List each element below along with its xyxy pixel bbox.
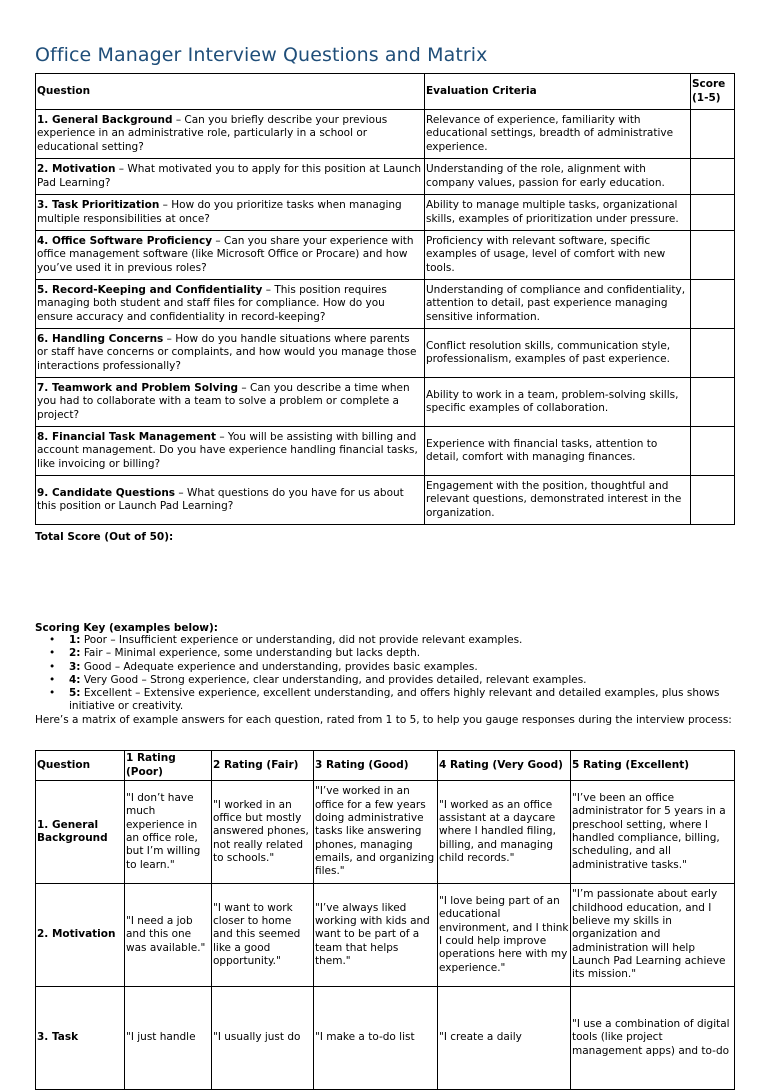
table-row — [36, 110, 735, 159]
rating-2-cell: "I usually just do — [212, 987, 314, 1090]
header-rating-1: 1 Rating (Poor) — [125, 751, 212, 781]
question-label: 2. Motivation — [37, 163, 116, 176]
score-number: 2: — [69, 647, 81, 660]
score-description: Fair – Minimal experience, some understanding but lacks depth. — [80, 647, 421, 660]
question-text: – What motivated you to apply for this position at Launch Pad Learning? — [37, 163, 422, 189]
question-cell: 1. General Background — [36, 781, 125, 884]
bullet-icon: • — [49, 687, 56, 700]
header-score: Score (1-5) — [691, 74, 735, 110]
table-row — [36, 159, 735, 195]
score-cell — [691, 378, 735, 427]
criteria-cell: Engagement with the position, thoughtful and relevant questions, demonstrated interest in the organization. — [425, 476, 691, 525]
question-text: – Can you share your experience with office management software (like Microsoft Office or Procare) and how you’ve used it in previous roles? — [37, 235, 414, 274]
score-cell — [691, 427, 735, 476]
score-cell — [691, 476, 735, 525]
score-number: 3: — [69, 660, 81, 673]
question-text: – What questions do you have for us about this position or Launch Pad Learning? — [37, 486, 404, 512]
question-cell — [36, 378, 425, 427]
question-cell — [36, 159, 425, 195]
criteria-cell: Relevance of experience, familiarity with educational settings, breadth of administrative experience. — [425, 110, 691, 159]
table-row — [36, 378, 735, 427]
rating-4-cell: "I create a daily — [438, 987, 571, 1090]
question-cell — [36, 329, 425, 378]
rating-4-cell: "I love being part of an educational environment, and I think I could help improve operations here with my experience." — [438, 884, 571, 987]
bullet-icon: • — [49, 634, 56, 646]
question-label: 8. Financial Task Management — [37, 431, 216, 444]
criteria-cell: Conflict resolution skills, communication style, professionalism, examples of past experience. — [425, 329, 691, 378]
table-row — [36, 987, 735, 1090]
question-label: 9. Candidate Questions — [37, 486, 176, 499]
score-number: 5: — [69, 687, 81, 700]
rating-1-cell: "I need a job and this one was available." — [125, 884, 212, 987]
question-text: – Can you briefly describe your previous experience in an administrative role, particularly in a school or educational setting? — [37, 114, 388, 153]
question-label: 6. Handling Concerns — [37, 333, 164, 346]
criteria-cell: Understanding of the role, alignment with company values, passion for early education. — [425, 159, 691, 195]
rating-3-cell: "I make a to-do list — [314, 987, 438, 1090]
score-cell — [691, 231, 735, 280]
score-description: Poor – Insufficient experience or understanding, did not provide relevant examples. — [80, 634, 523, 646]
question-cell: 2. Motivation — [36, 884, 125, 987]
header-rating-3: 3 Rating (Good) — [314, 751, 438, 781]
table-row — [36, 280, 735, 329]
rating-3-cell: "I’ve always liked working with kids and want to be part of a team that helps them." — [314, 884, 438, 987]
list-item — [35, 634, 735, 647]
rating-4-cell: "I worked as an office assistant at a daycare where I handled filing, billing, and managing child records." — [438, 781, 571, 884]
list-item — [35, 661, 735, 674]
rating-5-cell: "I’ve been an office administrator for 5 years in a preschool setting, where I handled compliance, billing, scheduling, and all administrative tasks." — [571, 781, 735, 884]
table-row — [36, 231, 735, 280]
score-cell — [691, 280, 735, 329]
bullet-icon: • — [49, 660, 56, 673]
question-cell — [36, 280, 425, 329]
score-cell — [691, 110, 735, 159]
question-cell — [36, 231, 425, 280]
example-answers-table — [35, 750, 735, 1090]
table-row — [36, 195, 735, 231]
criteria-cell: Proficiency with relevant software, specific examples of usage, level of comfort with new tools. — [425, 231, 691, 280]
question-label: 3. Task Prioritization — [37, 199, 160, 212]
header-evaluation-criteria: Evaluation Criteria — [425, 74, 691, 110]
rating-2-cell: "I worked in an office but mostly answered phones, not really related to schools." — [212, 781, 314, 884]
list-item — [35, 674, 735, 687]
criteria-cell: Experience with financial tasks, attention to detail, comfort with managing finances. — [425, 427, 691, 476]
question-cell: 3. Task — [36, 987, 125, 1090]
score-cell — [691, 195, 735, 231]
rating-5-cell: "I use a combination of digital tools (like project management apps) and to-do — [571, 987, 735, 1090]
table-row — [36, 329, 735, 378]
table-header-row — [36, 74, 735, 110]
rating-3-cell: "I’ve worked in an office for a few years doing administrative tasks like answering phones, managing emails, and organizing files." — [314, 781, 438, 884]
header-question: Question — [36, 74, 425, 110]
score-number: 4: — [69, 673, 81, 686]
score-cell — [691, 329, 735, 378]
examples-intro: Here’s a matrix of example answers for each question, rated from 1 to 5, to help you gauge responses during the interview process: — [35, 714, 732, 726]
score-description: Excellent – Extensive experience, excellent understanding, and offers highly relevant and detailed examples, plus shows initiative or creativity. — [69, 687, 720, 713]
bullet-icon: • — [49, 673, 56, 686]
question-text: – Can you describe a time when you had to collaborate with a team to solve a problem or complete a project? — [37, 382, 410, 421]
interview-matrix-table — [35, 73, 735, 525]
scoring-key-title: Scoring Key (examples below): — [35, 622, 219, 634]
question-text: – You will be assisting with billing and account management. Do you have experience handling financial tasks, like invoicing or billing? — [37, 431, 418, 470]
question-label: 5. Record-Keeping and Confidentiality — [37, 284, 263, 297]
rating-1-cell: "I just handle — [125, 987, 212, 1090]
page-title: Office Manager Interview Questions and Matrix — [35, 44, 488, 66]
question-label: 4. Office Software Proficiency — [37, 235, 213, 248]
question-label: 1. General Background — [37, 114, 173, 127]
table-row — [36, 884, 735, 987]
bullet-icon: • — [49, 647, 56, 660]
header-rating-5: 5 Rating (Excellent) — [571, 751, 735, 781]
score-description: Good – Adequate experience and understanding, provides basic examples. — [80, 660, 478, 673]
header-rating-4: 4 Rating (Very Good) — [438, 751, 571, 781]
header-question: Question — [36, 751, 125, 781]
question-cell — [36, 427, 425, 476]
question-text: – How do you handle situations where parents or staff have concerns or complaints, and how would you manage those interactions professionally? — [37, 333, 417, 372]
total-score-label: Total Score (Out of 50): — [35, 531, 174, 543]
question-cell — [36, 476, 425, 525]
criteria-cell: Ability to work in a team, problem-solving skills, specific examples of collaboration. — [425, 378, 691, 427]
table-row — [36, 427, 735, 476]
criteria-cell: Understanding of compliance and confidentiality, attention to detail, past experience managing sensitive information. — [425, 280, 691, 329]
table-row — [36, 781, 735, 884]
rating-5-cell: "I’m passionate about early childhood education, and I believe my skills in organization and administration will help Launch Pad Learning achieve its mission." — [571, 884, 735, 987]
question-cell — [36, 195, 425, 231]
criteria-cell: Ability to manage multiple tasks, organizational skills, examples of prioritization under pressure. — [425, 195, 691, 231]
header-rating-2: 2 Rating (Fair) — [212, 751, 314, 781]
score-number: 1: — [69, 634, 81, 646]
rating-2-cell: "I want to work closer to home and this seemed like a good opportunity." — [212, 884, 314, 987]
question-cell — [36, 110, 425, 159]
question-text: – This position requires managing both student and staff files for compliance. How do you ensure accuracy and confidentiality in record-keeping? — [37, 284, 387, 323]
table-row — [36, 476, 735, 525]
question-text: – How do you prioritize tasks when managing multiple responsibilities at once? — [37, 199, 402, 225]
scoring-key-list — [35, 634, 735, 714]
list-item — [35, 687, 735, 714]
table-header-row — [36, 751, 735, 781]
list-item — [35, 647, 735, 660]
score-cell — [691, 159, 735, 195]
score-description: Very Good – Strong experience, clear understanding, and provides detailed, relevant examples. — [80, 673, 587, 686]
question-label: 7. Teamwork and Problem Solving — [37, 382, 239, 395]
rating-1-cell: "I don’t have much experience in an office role, but I’m willing to learn." — [125, 781, 212, 884]
